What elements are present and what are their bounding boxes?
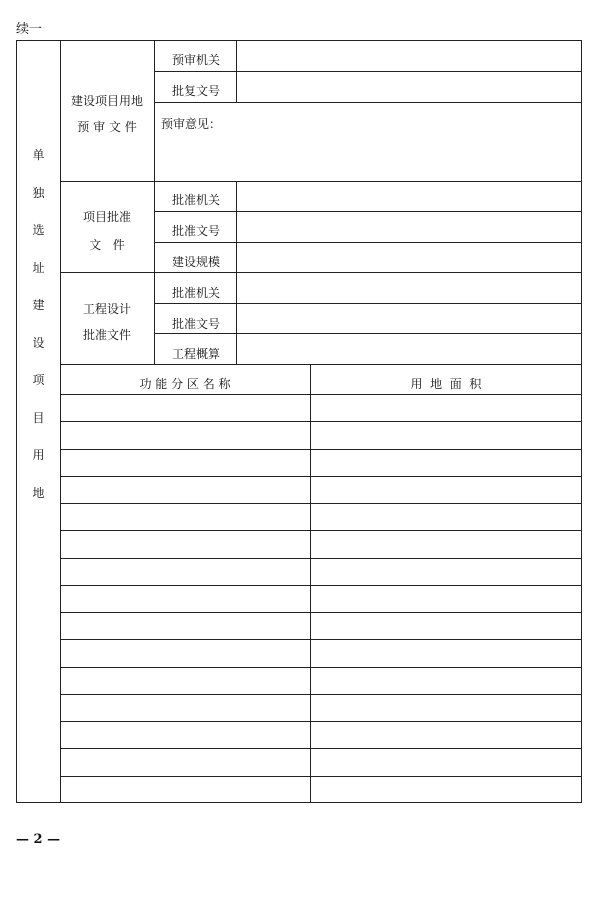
table-cell-zone-name[interactable] (61, 777, 309, 803)
table-cell-land-area[interactable] (311, 531, 581, 557)
table-cell-zone-name[interactable] (61, 450, 309, 476)
table-cell-land-area[interactable] (311, 586, 581, 612)
side-label-char: 设 (32, 335, 45, 350)
field-value-approval-doc-number[interactable] (237, 212, 581, 241)
table-cell-land-area[interactable] (311, 777, 581, 803)
side-label-char: 目 (32, 410, 45, 425)
side-label-char: 址 (32, 260, 45, 275)
page-number: — 2 — (16, 832, 61, 847)
table-cell-zone-name[interactable] (61, 695, 309, 721)
section-title-line: 文 件 (89, 238, 125, 252)
table-cell-land-area[interactable] (311, 640, 581, 666)
section-title-line: 项目批准 (82, 210, 131, 224)
table-cell-land-area[interactable] (311, 613, 581, 639)
side-label-char: 地 (32, 485, 45, 500)
table-cell-land-area[interactable] (311, 477, 581, 503)
field-label-approval-authority: 批准机关 (172, 193, 221, 207)
table-cell-zone-name[interactable] (61, 613, 309, 639)
table-cell-zone-name[interactable] (61, 640, 309, 666)
field-value-construction-scale[interactable] (237, 243, 581, 272)
table-cell-zone-name[interactable] (61, 422, 309, 448)
pre-review-opinion-label: 预审意见： (161, 117, 222, 131)
field-label-project-budget: 工程概算 (172, 347, 221, 361)
field-label-approval-doc-number: 批准文号 (172, 224, 221, 238)
section-title-line: 预 审 文 件 (77, 120, 137, 134)
divider (154, 41, 155, 364)
field-label-pre-review-authority: 预审机关 (172, 53, 221, 67)
column-header-land-area: 用 地 面 积 (410, 377, 482, 391)
divider (60, 364, 582, 365)
side-label-char: 项 (32, 373, 45, 387)
section-title-line: 工程设计 (82, 302, 131, 316)
section-pre-review-title (60, 95, 154, 133)
table-cell-land-area[interactable] (311, 559, 581, 585)
section-project-approval-title (60, 211, 154, 251)
side-label-char: 建 (32, 298, 45, 312)
side-label-char: 单 (32, 148, 45, 162)
section-engineering-design-title (60, 303, 154, 341)
section-title-line: 批准文件 (82, 328, 131, 342)
table-cell-land-area[interactable] (311, 504, 581, 530)
field-value-approval-authority[interactable] (237, 182, 581, 211)
table-cell-land-area[interactable] (311, 450, 581, 476)
table-cell-zone-name[interactable] (61, 559, 309, 585)
side-label-single-site-project-land (17, 41, 60, 804)
table-cell-zone-name[interactable] (61, 531, 309, 557)
table-cell-land-area[interactable] (311, 668, 581, 694)
pre-review-opinion-field[interactable] (155, 103, 581, 180)
table-cell-zone-name[interactable] (61, 586, 309, 612)
table-cell-zone-name[interactable] (61, 395, 309, 421)
table-cell-zone-name[interactable] (61, 749, 309, 775)
field-label-approval-authority: 批准机关 (172, 286, 221, 300)
table-cell-land-area[interactable] (311, 749, 581, 775)
section-title-line: 建设项目用地 (70, 94, 143, 108)
table-cell-land-area[interactable] (311, 695, 581, 721)
table-cell-land-area[interactable] (311, 395, 581, 421)
table-cell-land-area[interactable] (311, 722, 581, 748)
field-value-approval-doc-number[interactable] (237, 304, 581, 333)
field-value-approval-authority[interactable] (237, 273, 581, 302)
field-value-project-budget[interactable] (237, 334, 581, 363)
field-label-approval-doc-number: 批复文号 (172, 84, 221, 98)
column-header-functional-zone-name: 功 能 分 区 名 称 (139, 377, 231, 391)
table-cell-land-area[interactable] (311, 422, 581, 448)
table-cell-zone-name[interactable] (61, 668, 309, 694)
side-label-char: 用 (32, 448, 45, 462)
table-cell-zone-name[interactable] (61, 722, 309, 748)
field-value-approval-doc-number[interactable] (237, 72, 581, 101)
land-use-form (16, 40, 582, 803)
side-label-char: 独 (32, 185, 45, 200)
table-cell-zone-name[interactable] (61, 504, 309, 530)
table-cell-zone-name[interactable] (61, 477, 309, 503)
continuation-label: 续一 (16, 22, 43, 37)
field-value-pre-review-authority[interactable] (237, 42, 581, 71)
field-label-approval-doc-number: 批准文号 (172, 317, 221, 331)
side-label-char: 选 (32, 223, 45, 237)
field-label-construction-scale: 建设规模 (172, 255, 221, 269)
